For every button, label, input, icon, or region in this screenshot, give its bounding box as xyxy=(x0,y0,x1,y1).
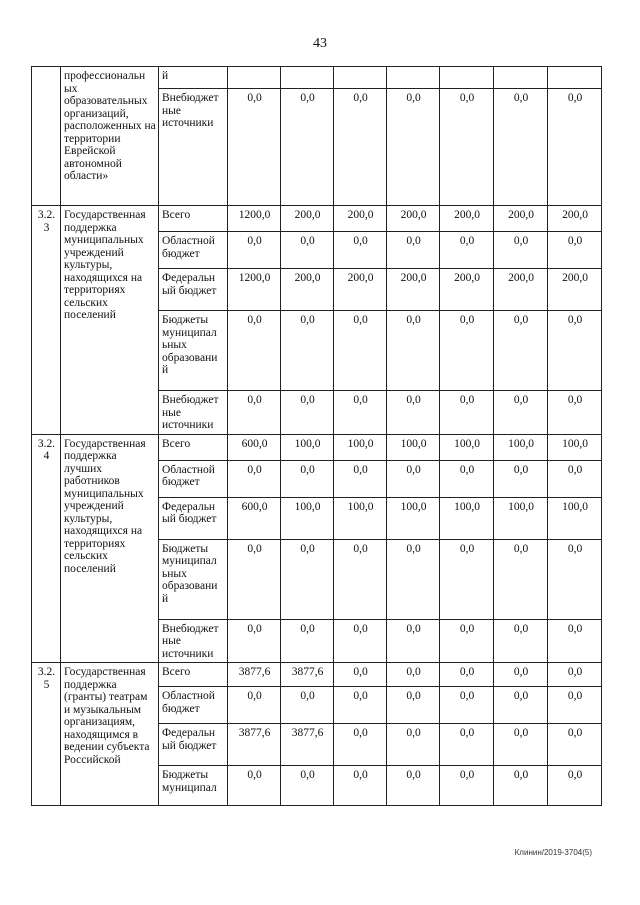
value-cell: 100,0 xyxy=(334,497,387,539)
value-cell: 0,0 xyxy=(334,766,387,806)
funding-source-cell: Бюджеты муниципал ьных образовани й xyxy=(159,311,228,391)
value-cell: 100,0 xyxy=(440,497,494,539)
item-name-cell: Государственная поддержка муниципальных учреждений культуры, находящихся на территориях сельских поселений xyxy=(61,206,159,435)
value-cell: 0,0 xyxy=(548,391,602,435)
value-cell: 600,0 xyxy=(228,497,281,539)
value-cell: 0,0 xyxy=(387,391,440,435)
value-cell xyxy=(387,67,440,89)
value-cell: 0,0 xyxy=(440,619,494,663)
value-cell: 100,0 xyxy=(281,497,334,539)
value-cell: 200,0 xyxy=(548,206,602,232)
value-cell: 1200,0 xyxy=(228,269,281,311)
item-name-cell: профессиональн ых образовательных организаций, расположенных на территории Еврейской автономной области» xyxy=(61,67,159,206)
value-cell: 0,0 xyxy=(281,460,334,497)
value-cell: 0,0 xyxy=(440,724,494,766)
value-cell: 0,0 xyxy=(387,663,440,687)
value-cell: 3877,6 xyxy=(281,663,334,687)
value-cell: 0,0 xyxy=(281,766,334,806)
value-cell: 0,0 xyxy=(494,663,548,687)
value-cell: 0,0 xyxy=(281,619,334,663)
funding-source-cell: Федеральн ый бюджет xyxy=(159,497,228,539)
funding-source-cell: Областной бюджет xyxy=(159,232,228,269)
value-cell: 100,0 xyxy=(548,497,602,539)
value-cell: 0,0 xyxy=(548,619,602,663)
value-cell: 0,0 xyxy=(548,663,602,687)
value-cell: 0,0 xyxy=(494,460,548,497)
funding-source-cell: й xyxy=(159,67,228,89)
value-cell: 0,0 xyxy=(334,232,387,269)
table-row xyxy=(32,206,602,232)
value-cell: 100,0 xyxy=(494,497,548,539)
value-cell: 0,0 xyxy=(281,539,334,619)
value-cell: 0,0 xyxy=(548,539,602,619)
funding-source-cell: Областной бюджет xyxy=(159,460,228,497)
value-cell: 200,0 xyxy=(440,269,494,311)
value-cell: 100,0 xyxy=(387,497,440,539)
table-row xyxy=(32,434,602,460)
value-cell: 0,0 xyxy=(387,539,440,619)
budget-table xyxy=(31,66,602,806)
item-name-cell: Государственная поддержка (гранты) театрам и музыкальным организациям, находящимся в ведении субъекта Российской xyxy=(61,663,159,806)
page-number: 43 xyxy=(313,36,327,51)
item-code-cell: 3.2. 5 xyxy=(32,663,61,806)
value-cell: 0,0 xyxy=(494,766,548,806)
value-cell: 0,0 xyxy=(334,724,387,766)
value-cell xyxy=(440,67,494,89)
value-cell: 0,0 xyxy=(494,687,548,724)
value-cell: 200,0 xyxy=(494,206,548,232)
value-cell: 0,0 xyxy=(228,232,281,269)
value-cell: 0,0 xyxy=(387,619,440,663)
value-cell: 200,0 xyxy=(440,206,494,232)
value-cell: 0,0 xyxy=(334,663,387,687)
value-cell: 100,0 xyxy=(440,434,494,460)
value-cell: 200,0 xyxy=(334,206,387,232)
value-cell: 0,0 xyxy=(387,89,440,206)
value-cell: 0,0 xyxy=(387,766,440,806)
value-cell: 100,0 xyxy=(494,434,548,460)
value-cell: 100,0 xyxy=(548,434,602,460)
value-cell: 200,0 xyxy=(387,269,440,311)
document-footer: Клинин/2019-3704(5) xyxy=(514,848,592,857)
value-cell: 3877,6 xyxy=(228,724,281,766)
item-code-cell: 3.2. 4 xyxy=(32,434,61,663)
value-cell: 0,0 xyxy=(387,724,440,766)
value-cell: 0,0 xyxy=(281,232,334,269)
value-cell: 0,0 xyxy=(548,311,602,391)
funding-source-cell: Областной бюджет xyxy=(159,687,228,724)
value-cell: 0,0 xyxy=(228,391,281,435)
value-cell: 100,0 xyxy=(334,434,387,460)
value-cell xyxy=(281,67,334,89)
value-cell: 600,0 xyxy=(228,434,281,460)
value-cell: 0,0 xyxy=(387,311,440,391)
value-cell: 0,0 xyxy=(440,311,494,391)
value-cell: 200,0 xyxy=(548,269,602,311)
funding-source-cell: Всего xyxy=(159,206,228,232)
value-cell: 1200,0 xyxy=(228,206,281,232)
value-cell xyxy=(334,67,387,89)
value-cell: 100,0 xyxy=(387,434,440,460)
value-cell: 0,0 xyxy=(228,619,281,663)
item-code-cell xyxy=(32,67,61,206)
funding-source-cell: Федеральн ый бюджет xyxy=(159,269,228,311)
value-cell: 200,0 xyxy=(494,269,548,311)
value-cell: 0,0 xyxy=(440,232,494,269)
value-cell: 0,0 xyxy=(440,663,494,687)
funding-source-cell: Федеральн ый бюджет xyxy=(159,724,228,766)
funding-source-cell: Всего xyxy=(159,434,228,460)
value-cell: 0,0 xyxy=(228,539,281,619)
value-cell: 0,0 xyxy=(440,766,494,806)
value-cell: 0,0 xyxy=(494,311,548,391)
value-cell: 0,0 xyxy=(548,724,602,766)
value-cell: 0,0 xyxy=(440,460,494,497)
value-cell: 0,0 xyxy=(440,687,494,724)
item-code-cell: 3.2. 3 xyxy=(32,206,61,435)
value-cell: 0,0 xyxy=(334,391,387,435)
funding-source-cell: Бюджеты муниципал ьных образовани й xyxy=(159,539,228,619)
value-cell: 0,0 xyxy=(228,311,281,391)
value-cell: 3877,6 xyxy=(228,663,281,687)
value-cell: 0,0 xyxy=(440,89,494,206)
value-cell: 0,0 xyxy=(494,232,548,269)
table-row xyxy=(32,67,602,89)
value-cell: 0,0 xyxy=(228,687,281,724)
value-cell: 0,0 xyxy=(548,766,602,806)
value-cell: 200,0 xyxy=(387,206,440,232)
value-cell xyxy=(228,67,281,89)
value-cell xyxy=(548,67,602,89)
value-cell: 0,0 xyxy=(548,232,602,269)
value-cell: 0,0 xyxy=(228,460,281,497)
funding-source-cell: Внебюджет ные источники xyxy=(159,391,228,435)
value-cell: 0,0 xyxy=(334,311,387,391)
value-cell: 0,0 xyxy=(281,311,334,391)
value-cell: 200,0 xyxy=(281,206,334,232)
funding-source-cell: Внебюджет ные источники xyxy=(159,89,228,206)
value-cell: 3877,6 xyxy=(281,724,334,766)
value-cell: 0,0 xyxy=(334,619,387,663)
value-cell: 0,0 xyxy=(548,89,602,206)
value-cell: 0,0 xyxy=(334,89,387,206)
value-cell: 0,0 xyxy=(494,619,548,663)
value-cell: 0,0 xyxy=(440,539,494,619)
value-cell: 0,0 xyxy=(387,232,440,269)
value-cell: 0,0 xyxy=(494,539,548,619)
value-cell: 0,0 xyxy=(281,89,334,206)
value-cell: 0,0 xyxy=(228,89,281,206)
value-cell: 0,0 xyxy=(548,460,602,497)
funding-source-cell: Внебюджет ные источники xyxy=(159,619,228,663)
funding-source-cell: Всего xyxy=(159,663,228,687)
value-cell: 0,0 xyxy=(387,687,440,724)
value-cell: 0,0 xyxy=(334,460,387,497)
value-cell: 0,0 xyxy=(334,539,387,619)
value-cell: 0,0 xyxy=(334,687,387,724)
value-cell: 0,0 xyxy=(548,687,602,724)
value-cell: 0,0 xyxy=(494,724,548,766)
value-cell: 200,0 xyxy=(334,269,387,311)
value-cell: 0,0 xyxy=(387,460,440,497)
value-cell: 0,0 xyxy=(494,89,548,206)
value-cell: 0,0 xyxy=(281,687,334,724)
value-cell: 0,0 xyxy=(281,391,334,435)
value-cell: 0,0 xyxy=(228,766,281,806)
value-cell: 0,0 xyxy=(440,391,494,435)
item-name-cell: Государственная поддержка лучших работников муниципальных учреждений культуры, находящихся на территориях сельских поселений xyxy=(61,434,159,663)
value-cell: 200,0 xyxy=(281,269,334,311)
value-cell: 0,0 xyxy=(494,391,548,435)
value-cell: 100,0 xyxy=(281,434,334,460)
funding-source-cell: Бюджеты муниципал xyxy=(159,766,228,806)
table-row xyxy=(32,663,602,687)
value-cell xyxy=(494,67,548,89)
